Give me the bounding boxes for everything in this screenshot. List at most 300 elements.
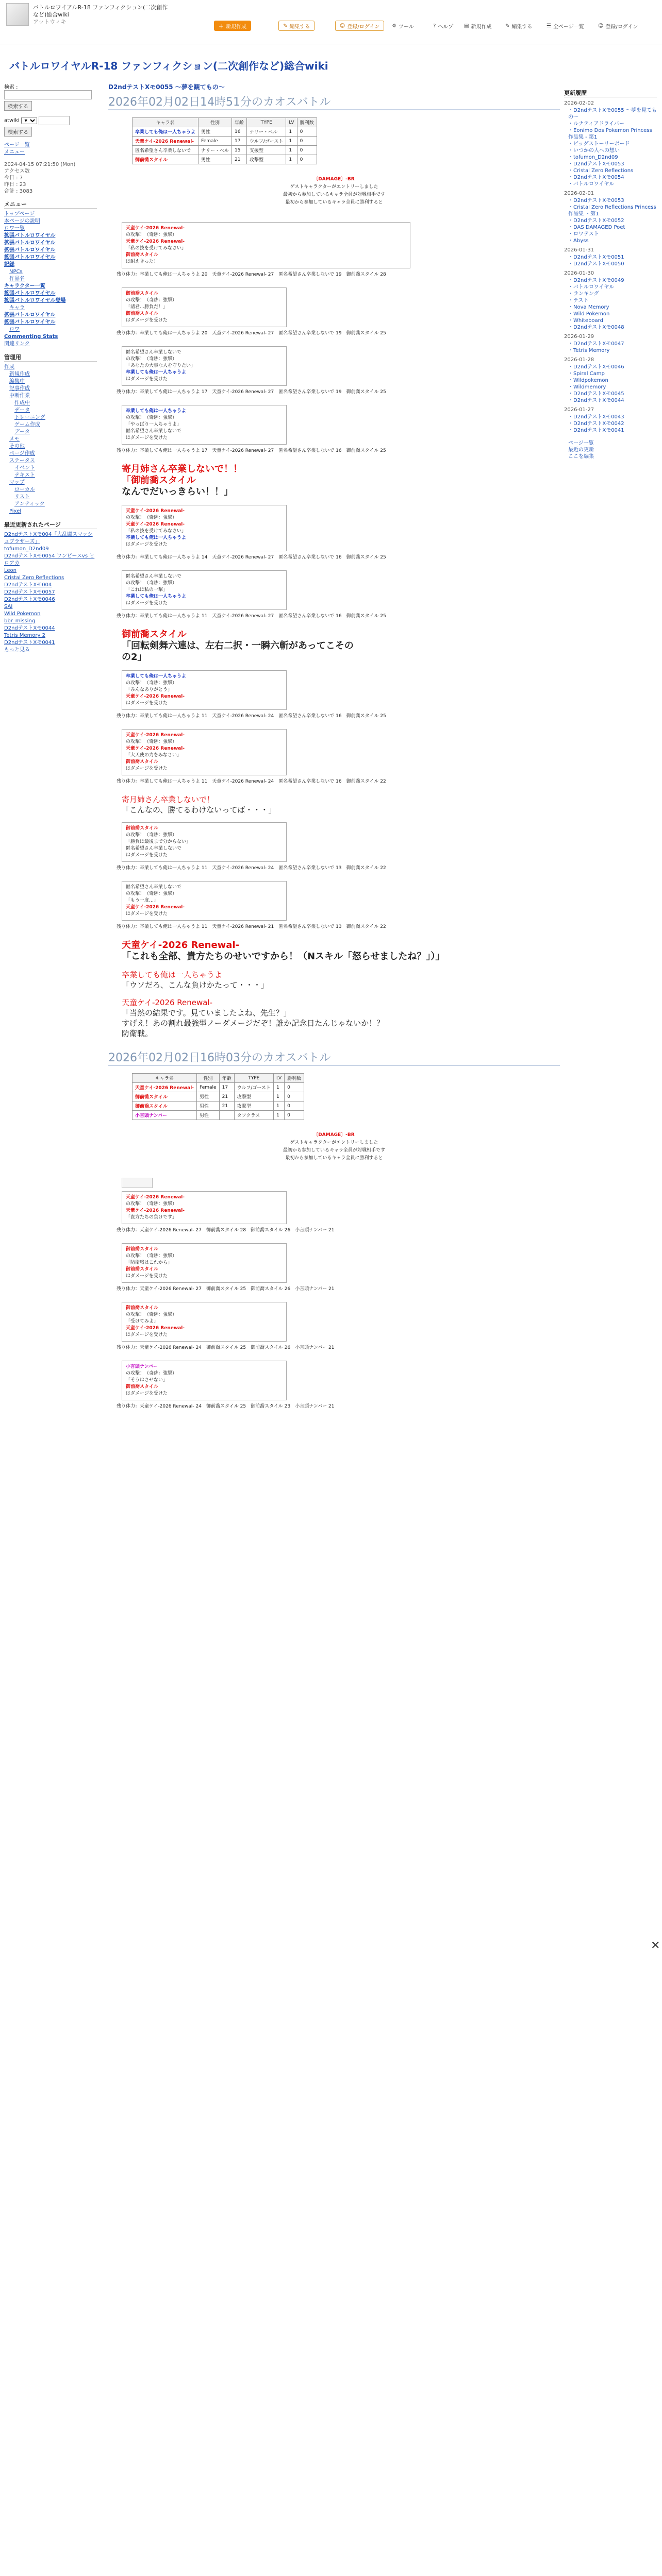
cell-type: ウルフ/ゴースト [234, 1083, 273, 1092]
battle-line: の攻撃！（奇跡：強撃） [126, 1371, 177, 1376]
manage-block [4, 353, 97, 515]
battle-turn-box [122, 287, 287, 327]
nav-tools[interactable]: ⚙ ツール [392, 23, 414, 30]
update-link[interactable]: ・いつかの人への想い [568, 148, 620, 154]
update-link[interactable]: ・Cristal Zero Reflections [568, 168, 634, 174]
cell-name[interactable]: 天童ケイ-2026 Renewal- [133, 1083, 197, 1092]
column-header: LV [273, 1074, 284, 1083]
column-header: 性別 [197, 1074, 220, 1083]
recent-page-link[interactable]: Cristal Zero Reflections [4, 575, 64, 581]
battle-line: 天童ケイ-2026 Renewal- [126, 746, 185, 751]
manage-item[interactable]: ステータス [9, 458, 35, 464]
battle-line: 卒業しても俺は一人ちゃうよ [126, 409, 187, 414]
cell-sex: 男性 [198, 127, 232, 137]
update-link[interactable]: ・Eonimo Dos Pokemon Princess 作品集 - 第1 [568, 128, 652, 140]
recent-page-link[interactable]: D2ndテストXモ004 [4, 582, 52, 588]
battle-line: の攻撃！（奇跡：強撃） [126, 1201, 177, 1207]
recent-more-link[interactable]: もっと見る [4, 647, 30, 653]
update-link[interactable]: ・D2ndテストXモ0051 [568, 255, 624, 260]
atwiki-search-input[interactable] [39, 116, 70, 125]
menu-item[interactable]: 本ページの説明 [4, 218, 40, 224]
battle-line: の攻撃！（奇跡：強撃） [126, 1312, 177, 1317]
quote-line: 「回転剣舞六連は、左右二択・一瞬六斬があってこその [122, 640, 354, 651]
battle-line: の攻撃！（奇跡：強撃） [126, 298, 177, 303]
atwiki-search-label: atwiki [4, 117, 20, 124]
manage-heading: 管理用 [4, 353, 97, 362]
cell-sex: 男性 [197, 1111, 220, 1120]
menu-item[interactable]: 拡張バトルロワイヤル [4, 312, 56, 318]
battle-line: 小言頭ナンバー [126, 1364, 158, 1369]
battle-line: はダメージを受けた [126, 1391, 168, 1396]
plus-icon: ＋ [219, 24, 224, 30]
search-scope-select[interactable] [21, 117, 37, 124]
update-link[interactable]: ・D2ndテストXモ0053 [568, 161, 624, 167]
menu-item[interactable]: 拡張バトルロワイヤル [4, 255, 56, 260]
column-header: 勝利数 [285, 1074, 304, 1083]
cell-win: 0 [285, 1083, 304, 1092]
cell-age [219, 1111, 234, 1120]
table-row [133, 1092, 304, 1101]
update-link[interactable]: ・バトルロワイヤル [568, 181, 615, 187]
battle-line: 「これは私の一撃」 [126, 587, 168, 592]
menu-link[interactable]: メニュー [4, 149, 25, 155]
manage-item[interactable]: 作成中 [14, 400, 30, 406]
battle-line: の攻撃！（奇跡：強撃） [126, 515, 177, 520]
remaining-hp: 残り体力：卒業しても俺は一人ちゃうよ 17 天童ケイ-2026 Renewal- 27 匿名希望さん卒業しないで 16 御前喬スタイル 25 [117, 448, 386, 453]
cell-lv: 1 [273, 1101, 284, 1111]
update-link[interactable]: ・Wild Pokemon [568, 311, 610, 317]
cell-name[interactable]: 卒業しても俺は一人ちゃうよ [133, 127, 198, 137]
quote-line: 天童ケイ-2026 Renewal- [122, 940, 240, 951]
cell-age: 21 [219, 1092, 234, 1101]
update-link[interactable]: ・Cristal Zero Reflections Princess 作品集 ・第1 [568, 205, 656, 217]
battle-line: 天童ケイ-2026 Renewal- [126, 1208, 185, 1213]
battle-line: 御前喬スタイル [126, 826, 158, 831]
menu-item[interactable]: 拡張バトルロワイヤル登場 [4, 298, 66, 303]
remaining-hp: 残り体力：卒業しても俺は一人ちゃうよ 14 天童ケイ-2026 Renewal- 27 匿名希望さん卒業しないで 16 御前喬スタイル 25 [117, 555, 386, 560]
table-row [133, 137, 317, 146]
battle-line: 「そうはさせない」 [126, 1378, 168, 1383]
manage-item[interactable]: 作成 [4, 364, 14, 370]
battle-line: の攻撃！（奇跡：強撃） [126, 415, 177, 420]
table-row [133, 1111, 304, 1120]
menu-item[interactable]: 関連リンク [4, 341, 30, 347]
cell-lv: 1 [273, 1092, 284, 1101]
battle-quote [122, 940, 560, 962]
quote-line: 「御前喬スタイル [122, 475, 196, 486]
battle-line: はダメージを受けた [126, 435, 168, 440]
intro-line: 最初から参加しているキャラ全員が対戦相手です [283, 1148, 385, 1153]
battle-line: の攻撃！（奇跡：強撃） [126, 681, 177, 686]
manage-item[interactable]: データ [14, 429, 30, 435]
update-link[interactable]: ・tofumon_D2nd09 [568, 155, 618, 160]
meta-line: 合計 : 3083 [4, 189, 33, 194]
column-header: 年齢 [232, 118, 247, 127]
logo-line-2: など)総合wiki [33, 11, 69, 18]
table-header-row [133, 118, 317, 127]
menu-item[interactable]: 拡張バトルロワイヤル [4, 291, 56, 296]
table-header-row [133, 1074, 304, 1083]
cell-name[interactable]: 小言頭ナンバー [133, 1111, 197, 1120]
update-link[interactable]: ・Nova Memory [568, 304, 609, 310]
cell-sex: 男性 [197, 1092, 220, 1101]
cell-win: 0 [297, 146, 317, 155]
manage-item[interactable]: 新規作成 [9, 371, 30, 377]
battle-line: 御前喬スタイル [126, 1306, 158, 1311]
menu-item[interactable]: ロワ [9, 327, 20, 332]
battle-line: 御前喬スタイル [126, 1384, 158, 1389]
manage-item[interactable]: メモ [9, 436, 20, 442]
site-title[interactable]: バトルロワイヤルR-18 ファンフィクション(二次創作など)総合wiki [9, 60, 328, 72]
column-header: LV [286, 118, 297, 127]
right-sidebar [564, 89, 657, 460]
cell-sex: 男性 [198, 155, 232, 164]
quote-line: 「当然の結果です。見ていましたよね、先生？」 [122, 1008, 291, 1018]
cell-sex: Female [198, 137, 232, 146]
main-body [108, 93, 560, 1410]
battle-turn-box [122, 1361, 287, 1400]
site-logo-icon[interactable] [6, 3, 29, 26]
battle-line: 天童ケイ-2026 Renewal- [126, 694, 185, 699]
footer-link[interactable]: ここを編集 [568, 454, 594, 460]
battle-line: の攻撃！（奇跡：強撃） [126, 833, 177, 838]
recent-page-link[interactable]: bbr_missing [4, 618, 36, 624]
update-history-heading: 更新履歴 [564, 89, 657, 97]
manage-item[interactable]: リスト [14, 494, 30, 500]
remaining-hp: 残り体力：卒業しても俺は一人ちゃうよ 11 天童ケイ-2026 Renewal- 21 匿名希望さん卒業しないで 13 御前喬スタイル 22 [117, 924, 386, 929]
update-link[interactable]: ・D2ndテストXモ0049 [568, 278, 624, 283]
menu-item[interactable]: キャラクター一覧 [4, 283, 45, 289]
column-header: 勝利数 [297, 118, 317, 127]
footer-link[interactable]: 最近の更新 [568, 447, 594, 453]
recent-page-link[interactable]: D2ndテストXモ0054 ワンピースvs ヒロアカ [4, 553, 95, 566]
battle-quote [122, 997, 560, 1039]
battle-intro [108, 1131, 560, 1162]
update-date: 2026-01-30 [564, 270, 594, 276]
manage-item[interactable]: ローカル [14, 487, 35, 493]
footer-link[interactable]: ページ一覧 [568, 440, 594, 446]
recent-block [4, 520, 97, 654]
intro-line: 〔DAMAGE〕-BR [313, 177, 355, 182]
battle-line: 御前喬スタイル [126, 1247, 158, 1252]
update-link[interactable]: ・ロワテスト [568, 231, 599, 237]
update-date: 2026-02-01 [564, 191, 594, 196]
atwiki-search-button[interactable]: 検索する [4, 127, 32, 137]
quote-line: 「ウソだろ、こんな負けかたって・・・」 [122, 980, 269, 990]
battle-line: 天童ケイ-2026 Renewal- [126, 226, 185, 231]
menu-item[interactable]: Commenting Stats [4, 334, 58, 340]
intro-line: 最初から参加しているキャラ全員に勝利すると [285, 1156, 383, 1161]
battle-turn-box [122, 881, 287, 921]
intro-line: 最初から参加しているキャラ全員が対戦相手です [283, 192, 385, 197]
table-row [133, 146, 317, 155]
menu-item[interactable]: 拡張バトルロワイヤル [4, 233, 56, 239]
battle-line: の攻撃！（奇跡：強撃） [126, 357, 177, 362]
remaining-hp: 残り体力：卒業しても俺は一人ちゃうよ 11 天童ケイ-2026 Renewal- 27 匿名希望さん卒業しないで 16 御前喬スタイル 25 [117, 614, 386, 619]
battle-line: 天童ケイ-2026 Renewal- [126, 733, 185, 738]
quote-line: 寄月姉さん卒業しないで！ [122, 795, 215, 804]
menu-item[interactable]: ロワ一覧 [4, 226, 25, 231]
manage-item[interactable]: Pixel [9, 509, 22, 514]
recent-page-link[interactable]: D2ndテストXモ0046 [4, 597, 55, 602]
pencil-icon: ✎ [283, 23, 288, 29]
update-history-list [564, 100, 657, 434]
battle-line: 「私の技を受けてみなさい」 [126, 246, 187, 251]
update-link[interactable]: ・D2ndテストXモ0052 [568, 218, 624, 224]
menu-item[interactable]: NPCs [9, 269, 23, 275]
menu-item[interactable]: 作品名 [9, 276, 25, 282]
login-button[interactable]: ☺ 登録/ログイン [335, 21, 384, 31]
recent-page-link[interactable]: Tetris Memory 2 [4, 633, 45, 638]
update-link[interactable]: ・D2ndテストXモ0053 [568, 198, 624, 204]
update-link[interactable]: ・Wildmemory [568, 384, 606, 390]
update-link[interactable]: ・ルナティアドライバー [568, 121, 624, 127]
update-date: 2026-01-29 [564, 334, 594, 340]
remaining-hp: 残り体力：卒業しても俺は一人ちゃうよ 11 天童ケイ-2026 Renewal- 24 匿名希望さん卒業しないで 13 御前喬スタイル 22 [117, 866, 386, 871]
battle-line: 天童ケイ-2026 Renewal- [126, 509, 185, 514]
meta-line: アクセス数 [4, 168, 30, 174]
recent-page-link[interactable]: tofumon_D2nd09 [4, 546, 49, 552]
update-link[interactable]: ・Whiteboard [568, 318, 603, 324]
battle-line: 御前喬スタイル [126, 311, 158, 316]
battle-line: の攻撃！（奇跡：強撃） [126, 739, 177, 744]
cell-age: 17 [232, 137, 247, 146]
cell-name[interactable]: 御前喬スタイル [133, 1101, 197, 1111]
new-page-button[interactable]: ＋ 新規作成 [214, 21, 251, 31]
recent-page-link[interactable]: SAI [4, 604, 13, 609]
battle-line: 「諸君…勝負だ！」 [126, 304, 168, 310]
update-link[interactable]: ・Wildpokemon [568, 378, 608, 383]
edit-button[interactable]: ✎ 編集する [278, 21, 315, 31]
battle-line: 天童ケイ-2026 Renewal- [126, 1195, 185, 1200]
manage-item[interactable]: ゲーム作成 [14, 422, 40, 428]
recent-page-link[interactable]: Leon [4, 568, 17, 573]
battle-line: 「私の技を受けてみなさい」 [126, 529, 187, 534]
update-link[interactable]: ・テスト [568, 298, 589, 303]
cell-lv: 1 [286, 155, 297, 164]
update-date: 2026-01-31 [564, 247, 594, 253]
menu-item[interactable]: 記録 [4, 262, 14, 267]
battle-line: はダメージを受けた [126, 701, 168, 706]
manage-item[interactable]: その他 [9, 444, 25, 449]
quote-line: 卒業しても俺は一人ちゃうよ [122, 970, 223, 979]
access-counter [4, 161, 97, 195]
meta-line: 今日 : 7 [4, 175, 23, 181]
update-date: 2026-01-28 [564, 357, 594, 363]
manage-list [4, 364, 97, 515]
log-title: 2026年02月02日16時03分のカオスバトル [108, 1049, 560, 1066]
intro-line: ゲストキャラクターがエントリーしました [290, 1140, 378, 1145]
manage-item[interactable]: イベント [14, 465, 35, 471]
remaining-hp: 残り体力：卒業しても俺は一人ちゃうよ 11 天童ケイ-2026 Renewal- 24 匿名希望さん卒業しないで 16 御前喬スタイル 22 [117, 779, 386, 784]
battle-line: 天童ケイ-2026 Renewal- [126, 905, 185, 910]
column-header: キャラ名 [133, 1074, 197, 1083]
battle-line: の攻撃！（奇跡：強撃） [126, 232, 177, 238]
quote-line: 寄月姉さん卒業しないで！！ [122, 464, 242, 474]
close-icon[interactable]: ✕ [651, 1939, 660, 1952]
page-links [4, 142, 97, 156]
menu-item[interactable]: トップページ [4, 211, 35, 217]
nav-help[interactable]: ? ヘルプ [433, 23, 454, 30]
manage-item[interactable]: 編集中 [9, 379, 25, 384]
battle-line: 「あなたの大事な人を守りたい」 [126, 363, 196, 368]
manage-item[interactable]: アンティック [14, 501, 45, 507]
column-header: TYPE [234, 1074, 273, 1083]
remaining-hp: 残り体力：卒業しても俺は一人ちゃうよ 11 天童ケイ-2026 Renewal- 24 匿名希望さん卒業しないで 16 御前喬スタイル 25 [117, 714, 386, 719]
search-input[interactable] [4, 90, 92, 99]
battle-turn-box [122, 570, 287, 610]
nav-all-pages[interactable]: ☰ 全ページ一覧 [547, 23, 584, 30]
update-link[interactable]: ・Abyss [568, 238, 589, 244]
cell-name[interactable]: 御前喬スタイル [133, 155, 198, 164]
update-link[interactable]: ・DAS DAMAGED Poet [568, 225, 625, 230]
search-button[interactable]: 検索する [4, 101, 32, 111]
edit-icon: ✎ [505, 23, 510, 29]
update-link[interactable]: ・D2ndテストXモ0041 [568, 428, 624, 433]
site-logo-area[interactable] [6, 3, 192, 30]
recent-heading: 最近更新されたページ [4, 520, 97, 529]
cell-lv: 1 [273, 1083, 284, 1092]
column-header: 年齢 [219, 1074, 234, 1083]
update-link[interactable]: ・D2ndテストXモ0045 [568, 391, 624, 397]
recent-page-link[interactable]: D2ndテストXモ0057 [4, 589, 55, 595]
battle-intro [108, 176, 560, 207]
doc-icon: ▤ [464, 23, 469, 29]
menu-heading: メニュー [4, 200, 97, 209]
battle-line: はダメージを受けた [126, 853, 168, 858]
battle-line: 「みんなありがとう」 [126, 687, 173, 692]
remaining-hp: 残り体力：天童ケイ-2026 Renewal- 27 御前喬スタイル 25 御前喬スタイル 26 小言頭ナンバー 21 [117, 1286, 335, 1292]
battle-quote [122, 629, 560, 663]
battle-line: の攻撃！（奇跡：強撃） [126, 581, 177, 586]
battle-turn-box [122, 222, 410, 268]
cell-sex: 男性 [197, 1101, 220, 1111]
nav-new[interactable]: ▤ 新規作成 [464, 23, 492, 30]
update-link[interactable]: ・D2ndテストXモ0043 [568, 414, 624, 420]
page-list-link[interactable]: ページ一覧 [4, 142, 30, 148]
nav-login[interactable]: ☺ 登録/ログイン [598, 23, 638, 30]
battle-turn-box [122, 729, 287, 775]
cell-sex: ナリー・ベル [198, 146, 232, 155]
battle-line: 「防衛戦はこれから」 [126, 1260, 173, 1265]
manage-item[interactable]: マップ [9, 480, 25, 485]
battle-line: 匿名希望さん卒業しないで [126, 885, 182, 890]
cell-lv: 1 [286, 137, 297, 146]
user-icon: ☺ [340, 23, 345, 29]
tools-icon: ⚙ [392, 23, 396, 29]
manage-item[interactable]: ページ作成 [9, 451, 35, 456]
main-content [108, 82, 560, 1419]
manage-item[interactable]: テキスト [14, 472, 35, 478]
manage-item[interactable]: データ [14, 408, 30, 413]
cell-win: 0 [285, 1101, 304, 1111]
battle-line: 卒業しても俺は一人ちゃうよ [126, 535, 187, 540]
remaining-hp: 残り体力：天童ケイ-2026 Renewal- 27 御前喬スタイル 28 御前喬スタイル 26 小言頭ナンバー 21 [117, 1228, 335, 1233]
update-link[interactable]: ・D2ndテストXモ0054 [568, 175, 624, 180]
battle-line: はダメージを受けた [126, 766, 168, 771]
manage-item[interactable]: トレーニング [14, 415, 45, 420]
battle-line: 御前喬スタイル [126, 759, 158, 765]
battle-turn-box [122, 505, 287, 551]
update-date: 2026-01-27 [564, 407, 594, 413]
recent-page-link[interactable]: D2ndテストXモ004「大乱闘スマッシュブラザーズ」 [4, 532, 93, 545]
battle-line: 卒業しても俺は一人ちゃうよ [126, 674, 187, 679]
remaining-hp: 残り体力：天童ケイ-2026 Renewal- 24 御前喬スタイル 25 御前喬スタイル 23 小言頭ナンバー 21 [117, 1404, 335, 1409]
battle-line: の攻撃！（奇跡：強撃） [126, 1253, 177, 1259]
battle-line: はダメージを受けた [126, 601, 168, 606]
table-row [133, 1083, 304, 1092]
update-link[interactable]: ・D2ndテストXモ0050 [568, 261, 624, 267]
update-link[interactable]: ・Spiral Camp [568, 371, 605, 377]
update-link[interactable]: ・D2ndテストXモ0046 [568, 364, 624, 370]
manage-item[interactable]: 記事作成 [9, 386, 30, 392]
participant-table [132, 1073, 304, 1120]
battle-turn-box [122, 405, 287, 445]
update-link[interactable]: ・バトルロワイヤル [568, 284, 615, 290]
cell-type: ナリー・ベル [247, 127, 286, 137]
recent-page-link[interactable]: D2ndテストXモ0041 [4, 640, 55, 646]
cell-name[interactable]: 御前喬スタイル [133, 1092, 197, 1101]
quote-line: すげえ！あの割れ最強型ノーダメージだぞ！誰か記念日たんじゃないか！？ [122, 1019, 385, 1028]
update-link[interactable]: ・D2ndテストXモ0044 [568, 398, 624, 403]
menu-list [4, 211, 97, 348]
battle-turn-box [122, 822, 287, 862]
menu-item[interactable]: キャラ [9, 305, 25, 311]
cell-name[interactable]: 天童ケイ-2026 Renewal- [133, 137, 198, 146]
battle-quote [122, 970, 560, 990]
cell-name[interactable]: 匿名希望さん卒業しないで [133, 146, 198, 155]
cell-type: ウルフ/ゴースト [247, 137, 286, 146]
cell-type: 攻撃型 [247, 155, 286, 164]
logo-line-1: バトルロワイアルR-18 ファンフィクション(二次創作 [33, 4, 168, 11]
search-block [4, 82, 97, 111]
quote-line: 防衛戦。 [122, 1029, 153, 1038]
battle-line: 匿名希望さん卒業しないで [126, 574, 182, 579]
update-link[interactable]: ・D2ndテストXモ0042 [568, 421, 624, 427]
remaining-hp: 残り体力：卒業しても俺は一人ちゃうよ 20 天童ケイ-2026 Renewal- 27 匿名希望さん卒業しないで 19 御前喬スタイル 28 [117, 272, 386, 277]
menu-item[interactable]: 拡張バトルロワイヤル [4, 240, 56, 246]
menu-item[interactable]: 拡張バトルロワイヤル [4, 319, 56, 325]
update-link[interactable]: ・D2ndテストXモ0048 [568, 325, 624, 330]
battle-quote [122, 464, 560, 498]
battle-turn-box [122, 1302, 287, 1342]
quote-line: なんでだいっきらい！！」 [122, 486, 233, 497]
battle-line: 「勝負は最後まで分からない」 [126, 839, 191, 844]
battle-line: 匿名希望さん卒業しないで [126, 429, 182, 434]
recent-page-link[interactable]: Wild Pokemon [4, 611, 41, 617]
battle-quote [122, 794, 560, 815]
battle-turn-box [122, 1243, 287, 1283]
cell-win: 0 [285, 1111, 304, 1120]
update-link[interactable]: ・ランキング [568, 291, 599, 297]
quote-line: の2」 [122, 652, 147, 663]
manage-item[interactable]: 中断作業 [9, 393, 30, 399]
update-link[interactable]: ・Tetris Memory [568, 348, 610, 353]
battle-line: はダメージを受けた [126, 1274, 168, 1279]
intro-line: ゲストキャラクターがエントリーしました [290, 184, 378, 190]
update-link[interactable]: ・D2ndテストXモ0047 [568, 341, 624, 347]
log-title: 2026年02月02日14時51分のカオスバトル [108, 93, 560, 110]
battle-line: はダメージを受けた [126, 318, 168, 323]
cell-lv: 1 [286, 127, 297, 137]
meta-line: 2024-04-15 07:21:50 (Mon) [4, 162, 76, 167]
update-link[interactable]: ・ビッグストーリーボード [568, 141, 630, 147]
search-label: 検索 : [4, 84, 18, 90]
update-link[interactable]: ・D2ndテストXモ0055 〜夢を見てもの〜 [568, 108, 657, 120]
nav-edit[interactable]: ✎ 編集する [505, 23, 533, 30]
menu-item[interactable]: 拡張バトルロワイヤル [4, 247, 56, 253]
recent-page-link[interactable]: D2ndテストXモ0044 [4, 625, 55, 631]
